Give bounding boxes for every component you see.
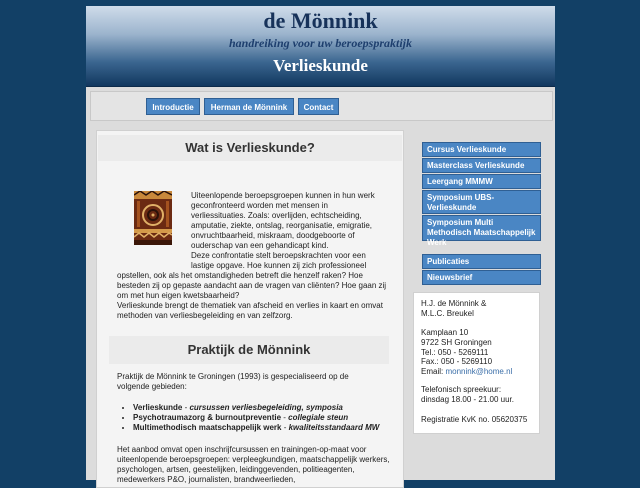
contact-fax: Fax.: 050 - 5269110 <box>421 357 493 366</box>
contact-street: Kamplaan 10 <box>421 328 469 337</box>
email-link[interactable]: monnink@home.nl <box>445 367 513 376</box>
nav-contact[interactable]: Contact <box>298 98 339 115</box>
kvk-number: Registratie KvK no. 05620375 <box>421 415 528 424</box>
contact-tel: Tel.: 050 - 5269111 <box>421 348 489 357</box>
specialisaties-list <box>121 403 403 433</box>
site-subtitle: handreiking voor uw beroepspraktijk <box>228 36 413 50</box>
list-item: • Multimethodisch maatschappelijk werk - kwaliteitsstandaard MW <box>133 423 403 433</box>
site-title[interactable]: de Mönnink <box>263 8 378 33</box>
spreekuur-time: dinsdag 18.00 - 21.00 uur. <box>421 395 514 404</box>
menu-symposium-mmmw[interactable]: Symposium Multi Methodisch Maatschappelijk Werk <box>422 215 541 241</box>
list-item: • Verlieskunde - cursussen verliesbegeleiding, symposia <box>133 403 403 413</box>
top-navigation <box>90 91 553 121</box>
page-container <box>86 6 555 484</box>
contact-city: 9722 SH Groningen <box>421 338 492 347</box>
email-label: Email: <box>421 367 444 376</box>
contact-name-2: M.L.C. Breukel <box>421 309 474 318</box>
spreekuur-label: Telefonisch spreekuur: <box>421 385 502 394</box>
menu-nieuwsbrief[interactable]: Nieuwsbrief <box>422 270 541 285</box>
nav-herman-de-monnink[interactable]: Herman de Mönnink <box>204 98 294 115</box>
menu-masterclass-verlieskunde[interactable]: Masterclass Verlieskunde <box>422 158 541 173</box>
intro-text-continued: opstellen, ook als het omstandigheden betreft die henzelf raken? Hoe besteden zij op gepaste aandacht aan de vragen van cliënten? Hoe gaan zij om met hun eigen kwetsbaarheid? Verlieskunde brengt de thematiek van afscheid en verlies in kaart en omvat methoden van verliesbegeleiding en van zelfzorg. <box>117 271 387 320</box>
menu-publicaties[interactable]: Publicaties <box>422 254 541 269</box>
menu-symposium-ubs[interactable]: Symposium UBS-Verlieskunde <box>422 190 541 214</box>
list-item: • Psychotraumazorg & burnoutpreventie - collegiale steun <box>133 413 403 423</box>
african-pattern-image <box>134 191 172 245</box>
heading-wat-is-verlieskunde: Wat is Verlieskunde? <box>98 135 402 161</box>
site-header <box>86 6 555 87</box>
section-title: Verlieskunde <box>273 56 368 75</box>
nav-introductie[interactable]: Introductie <box>146 98 200 115</box>
menu-cursus-verlieskunde[interactable]: Cursus Verlieskunde <box>422 142 541 157</box>
praktijk-text: Praktijk de Mönnink te Groningen (1993) is gespecialiseerd op de volgende gebieden: <box>117 372 349 391</box>
aanbod-text: Het aanbod omvat open inschrijfcursussen en trainingen-op-maat voor uiteenlopende beroepsgroepen: verpleegkundigen, maatschappelijk werkers, psychologen, artsen, geestelijken, leidinggevenden, politieagenten, medewerkers P&O, journalisten, brandweerlieden, <box>117 445 390 484</box>
intro-text: Uiteenlopende beroepsgroepen kunnen in hun werk geconfronteerd worden met mensen in verliessituaties. Zoals: overlijden, echtscheiding, amputatie, ziekte, ontslag, reorganisatie, emigratie, onvruchtbaarheid, miskraam, doodgeboorte of ouderschap van een gehandicapt kind. Deze confrontatie stelt beroepskrachten voor een lastige opgave. Hoe kunnen zij zich professioneel <box>191 191 375 270</box>
contact-box <box>413 292 540 434</box>
contact-name-1: H.J. de Mönnink & <box>421 299 487 308</box>
contact-email-row <box>421 367 512 376</box>
main-content <box>96 130 404 488</box>
heading-praktijk: Praktijk de Mönnink <box>109 336 389 364</box>
menu-leergang-mmmw[interactable]: Leergang MMMW <box>422 174 541 189</box>
